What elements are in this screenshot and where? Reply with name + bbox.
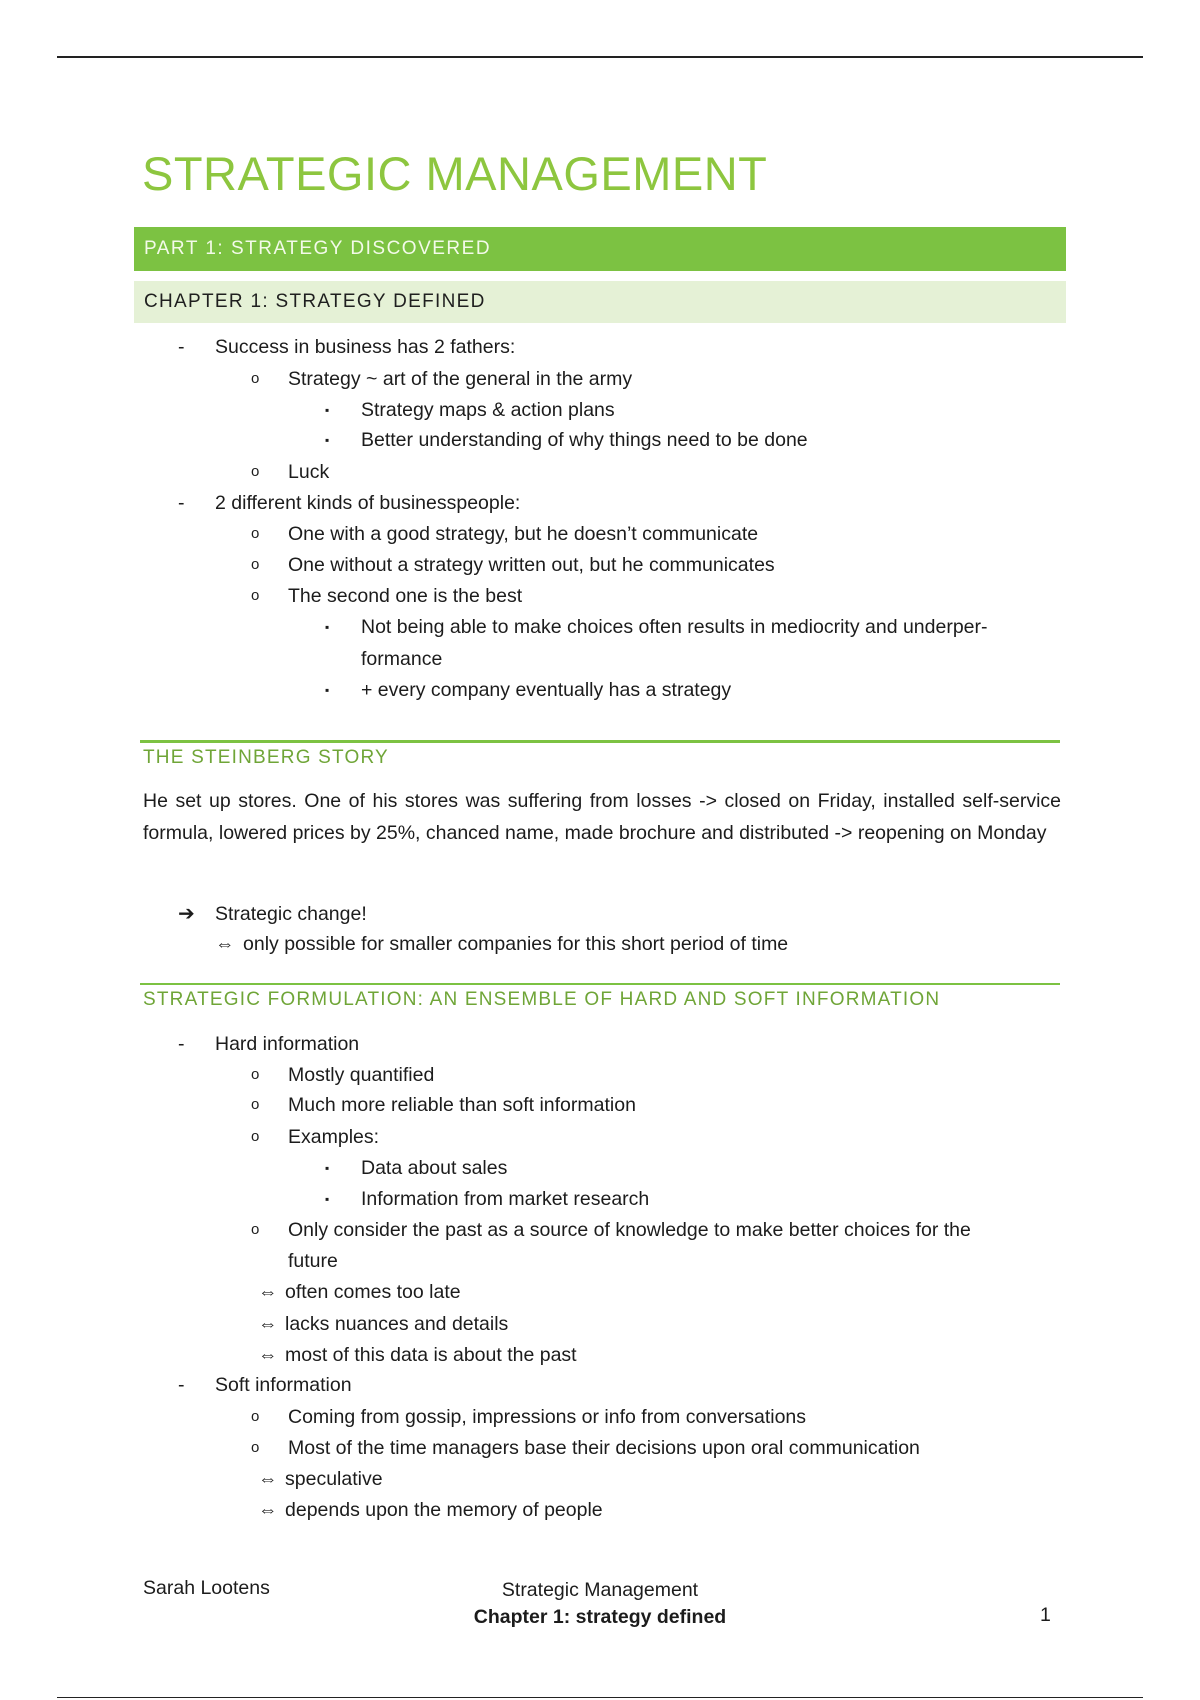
note-text: depends upon the memory of people xyxy=(285,1499,603,1521)
equivalence-icon: ⇔ xyxy=(258,1468,278,1490)
section-divider xyxy=(140,983,1060,985)
list-item: Only consider the past as a source of knowledge to make better choices for the xyxy=(288,1219,971,1241)
equivalence-icon: ⇔ xyxy=(258,1313,278,1335)
square-bullet: ▪ xyxy=(325,403,330,417)
list-item: Not being able to make choices often results in mediocrity and underper- xyxy=(361,616,988,638)
circle-bullet: o xyxy=(251,1408,260,1425)
list-item: Mostly quantified xyxy=(288,1064,435,1086)
circle-bullet: o xyxy=(251,587,260,604)
circle-bullet: o xyxy=(251,1439,260,1456)
note-text: speculative xyxy=(285,1468,383,1490)
page-number: 1 xyxy=(1040,1604,1051,1626)
note-text: only possible for smaller companies for this short period of time xyxy=(243,933,789,955)
footer-rule xyxy=(57,1697,1143,1698)
note-text: lacks nuances and details xyxy=(285,1313,509,1335)
footer-center xyxy=(400,1577,800,1631)
list-item: The second one is the best xyxy=(288,585,523,607)
footer-course: Strategic Management xyxy=(501,1579,699,1601)
footer-chapter: Chapter 1: strategy defined xyxy=(473,1606,727,1628)
circle-bullet: o xyxy=(251,1066,260,1083)
square-bullet: ▪ xyxy=(325,683,330,697)
document-title: STRATEGIC MANAGEMENT xyxy=(142,147,768,200)
list-item: Soft information xyxy=(215,1374,352,1396)
square-bullet: ▪ xyxy=(325,1192,330,1206)
list-item: Success in business has 2 fathers: xyxy=(215,336,516,358)
list-item-continuation: future xyxy=(288,1250,338,1272)
square-bullet: ▪ xyxy=(325,433,330,447)
list-item: Examples: xyxy=(288,1126,380,1148)
list-item: Coming from gossip, impressions or info from conversations xyxy=(288,1406,807,1428)
note-text: often comes too late xyxy=(285,1281,461,1303)
steinberg-paragraph: He set up stores. One of his stores was suffering from losses -> closed on Friday, installed self-service formula, lowered prices by 25%, chanced name, made brochure and distributed -> reopening on Monday xyxy=(143,790,1061,844)
list-item: Better understanding of why things need to be done xyxy=(361,429,808,451)
list-item: 2 different kinds of businesspeople: xyxy=(215,492,521,514)
equivalence-icon: ⇔ xyxy=(258,1344,278,1366)
list-item: Information from market research xyxy=(361,1188,650,1210)
note-text: most of this data is about the past xyxy=(285,1344,577,1366)
square-bullet: ▪ xyxy=(325,1161,330,1175)
dash-bullet: - xyxy=(178,336,185,358)
equivalence-icon: ⇔ xyxy=(258,1499,278,1521)
list-item-continuation: formance xyxy=(361,648,443,670)
circle-bullet: o xyxy=(251,1221,260,1238)
list-item: One without a strategy written out, but he communicates xyxy=(288,554,775,576)
arrow-icon: ➔ xyxy=(178,903,195,925)
chapter-heading: CHAPTER 1: STRATEGY DEFINED xyxy=(134,281,1066,323)
header-rule xyxy=(57,56,1143,58)
list-item: Data about sales xyxy=(361,1157,508,1179)
circle-bullet: o xyxy=(251,1128,260,1145)
section-heading-formulation: STRATEGIC FORMULATION: AN ENSEMBLE OF HARD AND SOFT INFORMATION xyxy=(143,989,941,1010)
circle-bullet: o xyxy=(251,463,260,480)
circle-bullet: o xyxy=(251,556,260,573)
list-item: Hard information xyxy=(215,1033,360,1055)
part-heading: PART 1: STRATEGY DISCOVERED xyxy=(134,227,1066,271)
circle-bullet: o xyxy=(251,525,260,542)
dash-bullet: - xyxy=(178,1374,185,1396)
list-item: Strategy ~ art of the general in the army xyxy=(288,368,633,390)
square-bullet: ▪ xyxy=(325,620,330,634)
section-divider xyxy=(140,740,1060,743)
list-item: Much more reliable than soft information xyxy=(288,1094,636,1116)
list-item: + every company eventually has a strategy xyxy=(361,679,732,701)
dash-bullet: - xyxy=(178,1033,185,1055)
section-heading-steinberg: THE STEINBERG STORY xyxy=(143,747,389,768)
arrow-item: Strategic change! xyxy=(215,903,367,925)
list-item: One with a good strategy, but he doesn’t communicate xyxy=(288,523,759,545)
equivalence-icon: ⇔ xyxy=(258,1281,278,1303)
list-item: Luck xyxy=(288,461,330,483)
footer-author: Sarah Lootens xyxy=(143,1577,270,1599)
equivalence-icon: ⇔ xyxy=(215,933,235,955)
circle-bullet: o xyxy=(251,1096,260,1113)
list-item: Strategy maps & action plans xyxy=(361,399,615,421)
dash-bullet: - xyxy=(178,492,185,514)
list-item: Most of the time managers base their decisions upon oral communication xyxy=(288,1437,920,1459)
circle-bullet: o xyxy=(251,370,260,387)
